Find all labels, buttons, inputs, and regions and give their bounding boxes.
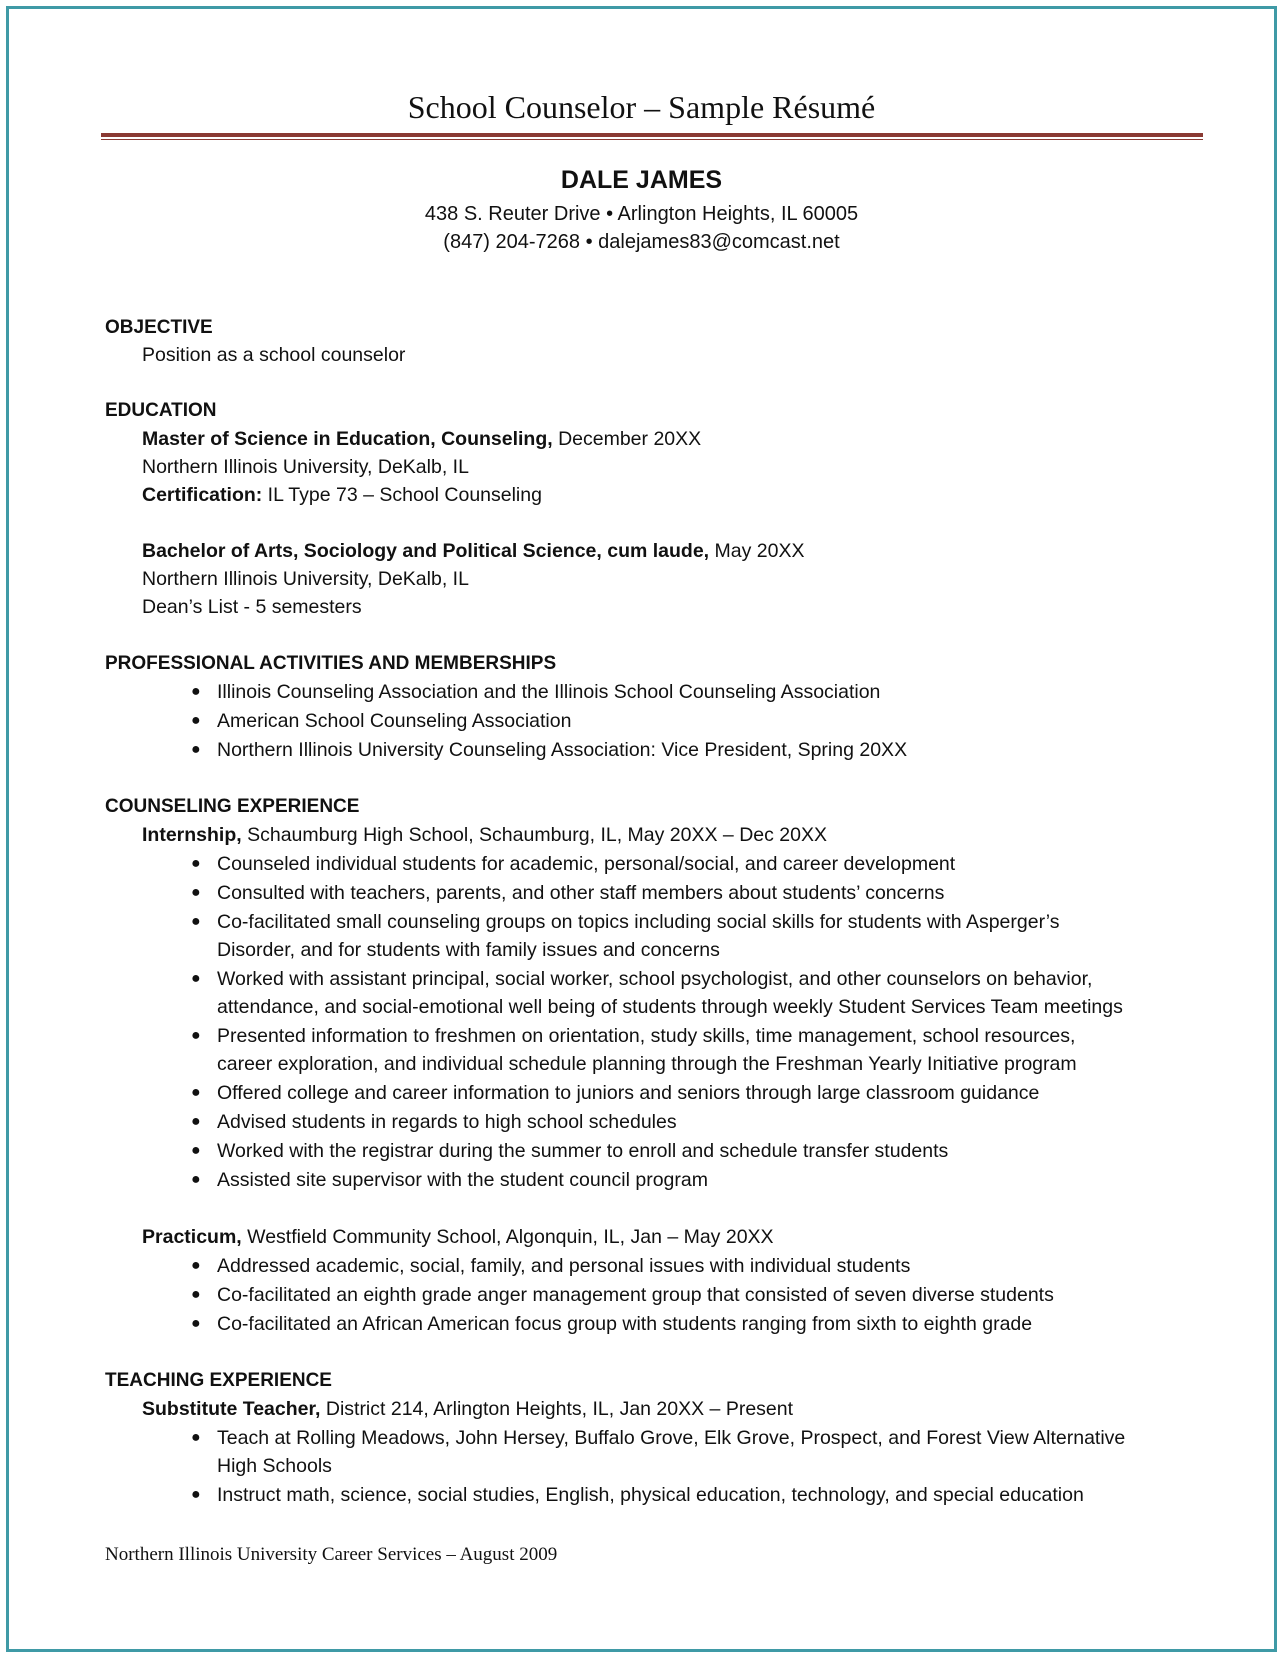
bullet-icon: ● <box>191 913 201 930</box>
internship-item: Worked with the registrar during the summer to enroll and schedule transfer students <box>217 1140 949 1162</box>
teaching-role-line <box>142 1397 793 1421</box>
internship-item: Offered college and career information to juniors and seniors through large classroom guidance <box>217 1082 1040 1104</box>
bullet-icon: ● <box>191 1084 201 1101</box>
teaching-heading: TEACHING EXPERIENCE <box>105 1370 332 1391</box>
education-heading: EDUCATION <box>105 400 217 421</box>
practicum-detail: Westfield Community School, Algonquin, IL, Jan – May 20XX <box>241 1226 774 1248</box>
internship-item: Worked with assistant principal, social worker, school psychologist, and other counselors on behavior, <box>217 968 1093 990</box>
ms-line <box>142 427 701 451</box>
bullet-icon: ● <box>191 1257 201 1274</box>
ms-school: Northern Illinois University, DeKalb, IL <box>142 456 469 478</box>
internship-line <box>142 823 827 847</box>
activity-item: American School Counseling Association <box>217 710 572 732</box>
contact-phone-email: (847) 204-7268 • dalejames83@comcast.net <box>443 231 840 253</box>
page-footer: Northern Illinois University Career Services – August 2009 <box>105 1544 558 1565</box>
internship-item: Advised students in regards to high school schedules <box>217 1111 677 1133</box>
activity-item: Northern Illinois University Counseling Association: Vice President, Spring 20XX <box>217 739 908 761</box>
teaching-detail: District 214, Arlington Heights, IL, Jan 20XX – Present <box>320 1398 794 1420</box>
ba-school: Northern Illinois University, DeKalb, IL <box>142 568 469 590</box>
cert-line <box>142 483 542 507</box>
bullet-icon: ● <box>191 1286 201 1303</box>
objective-heading: OBJECTIVE <box>105 317 213 338</box>
practicum-item: Co-facilitated an African American focus group with students ranging from sixth to eighth grade <box>217 1313 1033 1335</box>
bullet-icon: ● <box>191 1486 201 1503</box>
bullet-icon: ● <box>191 1429 201 1446</box>
ms-degree: Master of Science in Education, Counseling, <box>142 428 553 450</box>
teaching-item: Teach at Rolling Meadows, John Hersey, Buffalo Grove, Elk Grove, Prospect, and Forest View Alternative <box>217 1427 1126 1449</box>
internship-item-cont: Disorder, and for students with family issues and concerns <box>217 939 720 961</box>
activity-item: Illinois Counseling Association and the Illinois School Counseling Association <box>217 681 881 703</box>
ba-date: May 20XX <box>709 540 805 562</box>
page-frame <box>6 6 1277 1652</box>
objective-text: Position as a school counselor <box>142 344 406 366</box>
internship-item: Consulted with teachers, parents, and other staff members about students’ concerns <box>217 882 945 904</box>
practicum-item: Addressed academic, social, family, and personal issues with individual students <box>217 1255 911 1277</box>
internship-item: Assisted site supervisor with the student council program <box>217 1169 708 1191</box>
title-rule <box>101 133 1203 137</box>
activities-heading: PROFESSIONAL ACTIVITIES AND MEMBERSHIPS <box>105 653 557 674</box>
cert-label: Certification: <box>142 484 263 506</box>
cert-value: IL Type 73 – School Counseling <box>262 484 542 506</box>
internship-role: Internship, <box>142 824 242 846</box>
contact-address: 438 S. Reuter Drive • Arlington Heights, IL 60005 <box>424 203 859 225</box>
internship-item: Presented information to freshmen on orientation, study skills, time management, school resources, <box>217 1025 1076 1047</box>
bullet-icon: ● <box>191 741 201 758</box>
ms-date: December 20XX <box>552 428 702 450</box>
teaching-item: Instruct math, science, social studies, English, physical education, technology, and special education <box>217 1484 1084 1506</box>
bullet-icon: ● <box>191 712 201 729</box>
teaching-role: Substitute Teacher, <box>142 1398 321 1420</box>
practicum-item: Co-facilitated an eighth grade anger management group that consisted of seven diverse students <box>217 1284 1054 1306</box>
internship-item-cont: attendance, and social-emotional well being of students through weekly Student Services Team meetings <box>217 996 1123 1018</box>
bullet-icon: ● <box>191 884 201 901</box>
ba-line <box>142 539 804 563</box>
bullet-icon: ● <box>191 1315 201 1332</box>
ba-honor: Dean’s List - 5 semesters <box>142 596 362 618</box>
ba-degree: Bachelor of Arts, Sociology and Political Science, cum laude, <box>142 540 710 562</box>
internship-detail: Schaumburg High School, Schaumburg, IL, May 20XX – Dec 20XX <box>241 824 827 846</box>
bullet-icon: ● <box>191 970 201 987</box>
internship-item-cont: career exploration, and individual schedule planning through the Freshman Yearly Initiative program <box>217 1053 1077 1075</box>
bullet-icon: ● <box>191 1113 201 1130</box>
bullet-icon: ● <box>191 855 201 872</box>
practicum-line <box>142 1225 774 1249</box>
applicant-name: DALE JAMES <box>560 166 723 194</box>
counseling-heading: COUNSELING EXPERIENCE <box>105 796 360 817</box>
bullet-icon: ● <box>191 1142 201 1159</box>
internship-item: Counseled individual students for academic, personal/social, and career development <box>217 853 956 875</box>
teaching-item-cont: High Schools <box>217 1455 332 1477</box>
internship-item: Co-facilitated small counseling groups on topics including social skills for students with Asperger’s <box>217 911 1060 933</box>
title-rule-thin <box>101 139 1203 140</box>
bullet-icon: ● <box>191 683 201 700</box>
document-title: School Counselor – Sample Résumé <box>407 89 876 125</box>
bullet-icon: ● <box>191 1027 201 1044</box>
bullet-icon: ● <box>191 1171 201 1188</box>
practicum-role: Practicum, <box>142 1226 242 1248</box>
